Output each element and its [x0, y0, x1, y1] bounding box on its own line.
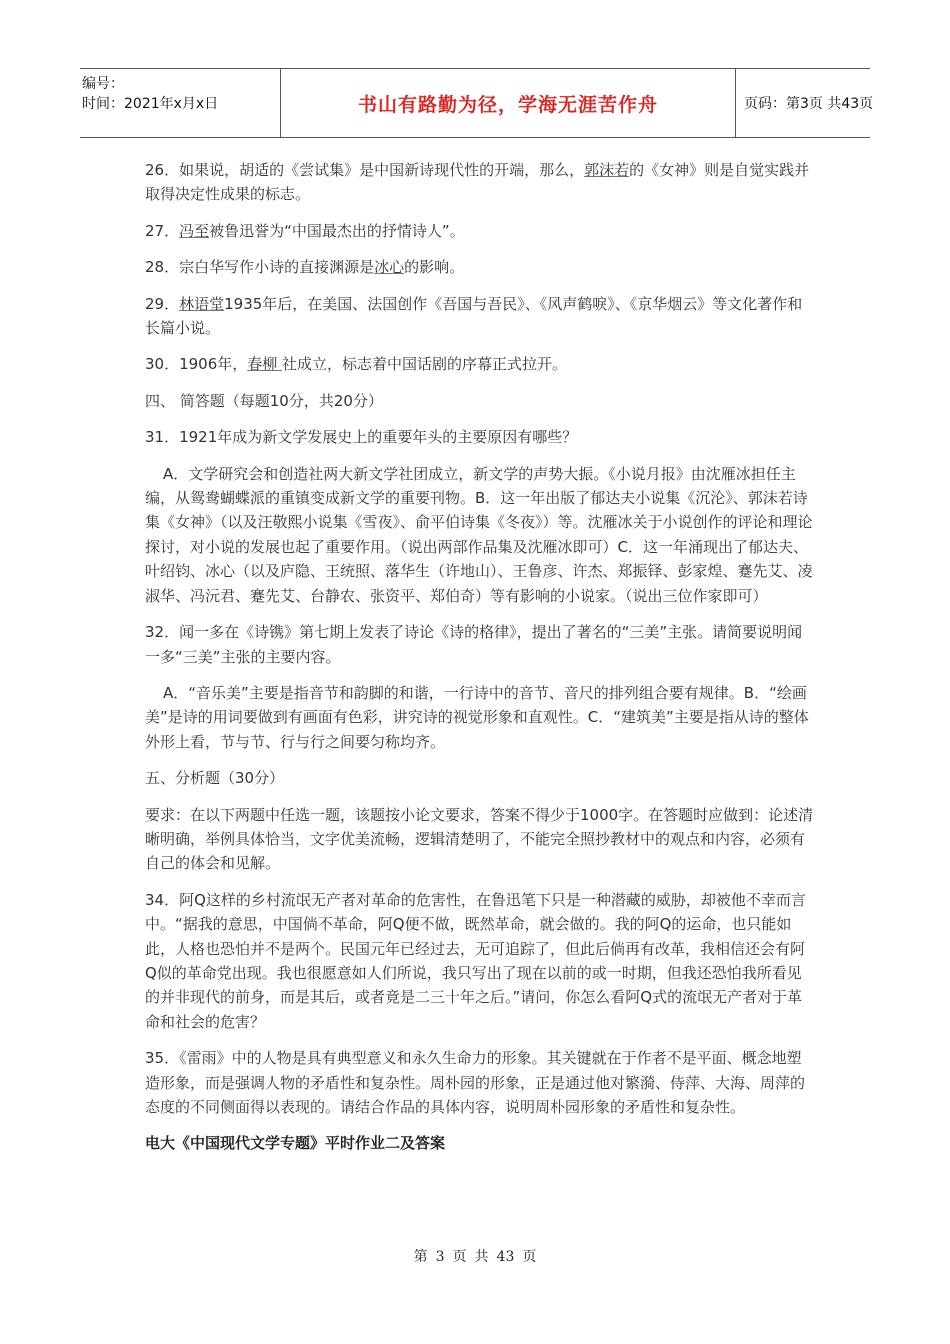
- date-label: 时间：2021年x月x日: [82, 96, 219, 112]
- footer-gong: 共: [474, 1249, 489, 1265]
- section-5-heading: 五、分析题（30分）: [145, 769, 285, 788]
- q30-text-b: 社成立，标志着中国话剧的序幕正式拉开。: [282, 355, 568, 374]
- q28-text-b: 的影响。: [404, 258, 465, 277]
- q27-answer: 冯至: [179, 221, 210, 240]
- question-32: 32．闻一多在《诗镌》第七期上发表了诗论《诗的格律》，提出了著名的“三美”主张。请简要说明闻一多“三美”主张的主要内容。: [145, 623, 803, 666]
- question-26: [145, 158, 815, 207]
- requirement-text: 要求：在以下两题中任选一题，该题按小论文要求，答案不得少于1000字。在答题时应做到：论述清晰明确，举例具体恰当，文字优美流畅，逻辑清楚明了，不能完全照抄教材中的观点和内容，必须有自己的体会和见解。: [145, 805, 814, 873]
- header-motto-cell: [280, 69, 736, 137]
- q28-answer: 冰心: [374, 258, 405, 277]
- answer-32: A．“音乐美”主要是指音节和韵脚的和谐，一行诗中的音节、音尺的排列组合要有规律。B．“绘画美”是诗的用词要做到有画面有色彩，讲究诗的视觉形象和直观性。C．“建筑美”主要是指从诗的整体外形上看，节与节、行与行之间要匀称均齐。: [145, 683, 809, 751]
- footer-total-pages: 43: [496, 1249, 515, 1265]
- motto-text: 书山有路勤为径，学海无涯苦作舟: [357, 93, 658, 116]
- footer-ye2: 页: [522, 1249, 537, 1265]
- footer-ye1: 页: [452, 1249, 467, 1265]
- question-27: [145, 219, 815, 243]
- question-34: 34．阿Q这样的乡村流氓无产者对革命的危害性，在鲁迅笔下只是一种潜藏的威胁，却被他不幸而言中。“据我的意思，中国倘不革命，阿Q便不做，既然革命，就会做的。我的阿Q的运命，也只能如此，人格也恐怕并不是两个。民国元年已经过去，无可追踪了，但此后倘再有改革，我相信还会有阿Q似的革命党出现。我也很愿意如人们所说，我只写出了现在以前的或一时期，但我还恐怕我所看见的并非现代的前身，而是其后，或者竟是二三十年之后。”请问，你怎么看阿Q式的流氓无产者对于革命和社会的危害？: [145, 890, 806, 1031]
- header-left-cell: [80, 69, 280, 137]
- question-29: [145, 292, 815, 341]
- q27-text-b: 被鲁迅誉为“中国最杰出的抒情诗人”。: [209, 221, 465, 240]
- footer-page-number: 3: [435, 1249, 445, 1265]
- document-body: [145, 158, 815, 1168]
- q26-answer: 郭沫若: [584, 161, 630, 179]
- page-label: 页码：第3页 共43页: [744, 96, 874, 112]
- question-28: [145, 255, 815, 279]
- page-footer: [0, 1246, 950, 1266]
- q27-text-a: 27．: [145, 221, 180, 240]
- q26-text-a: 26．如果说，胡适的《尝试集》是中国新诗现代性的开端，那么，: [145, 161, 585, 179]
- question-35: 35．《雷雨》中的人物是具有典型意义和永久生命力的形象。其关键就在于作者不是平面、概念地塑造形象，而是强调人物的矛盾性和复杂性。周朴园的形象，正是通过他对繁漪、侍萍、大海、周萍的态度的不同侧面得以表现的。请结合作品的具体内容，说明周朴园形象的矛盾性和复杂性。: [145, 1049, 806, 1116]
- section-4-heading: 四、 简答题（每题10分，共20分）: [145, 391, 383, 410]
- q29-answer: 林语堂: [179, 294, 225, 313]
- question-30: [145, 352, 815, 376]
- q28-text-a: 28．宗白华写作小诗的直接渊源是: [145, 258, 375, 277]
- footer-di: 第: [413, 1249, 428, 1265]
- question-31: 31．1921年成为新文学发展史上的重要年头的主要原因有哪些？: [145, 428, 578, 447]
- q29-text-b: 1935年后，在美国、法国创作《吾国与吾民》、《风声鹤唳》、《京华烟云》等文化著作和长篇小说。: [145, 294, 803, 338]
- q30-answer: 春柳: [247, 355, 283, 374]
- next-section-title: 电大《中国现代文学专题》平时作业二及答案: [145, 1134, 446, 1153]
- q30-text-a: 30．1906年，: [145, 355, 248, 374]
- q29-text-a: 29．: [145, 294, 180, 313]
- serial-label: 编号：: [82, 76, 124, 92]
- header-page-cell: [736, 69, 878, 137]
- page-header: [80, 68, 874, 138]
- answer-31: A．文学研究会和创造社两大新文学社团成立，新文学的声势大振。《小说月报》由沈雁冰担任主编，从鸳鸯蝴蝶派的重镇变成新文学的重要刊物。B．这一年出版了郁达夫小说集《沉沦》、郭沫若诗集《女神》（以及汪敬熙小说集《雪夜》、俞平伯诗集《冬夜》）等。沈雁冰关于小说创作的评论和理论探讨，对小说的发展也起了重要作用。（说出两部作品集及沈雁冰即可）C．这一年涌现出了郁达夫、叶绍钧、冰心（以及庐隐、王统照、落华生（许地山）、王鲁彦、许杰、郑振铎、彭家煌、蹇先艾、凌淑华、冯沅君、蹇先艾、台静农、张资平、郑伯奇）等有影响的小说家。（说出三位作家即可）: [145, 464, 813, 605]
- q26-text-b: 的《女神》则是自觉实践并取得决定性成果的标志。: [145, 161, 810, 204]
